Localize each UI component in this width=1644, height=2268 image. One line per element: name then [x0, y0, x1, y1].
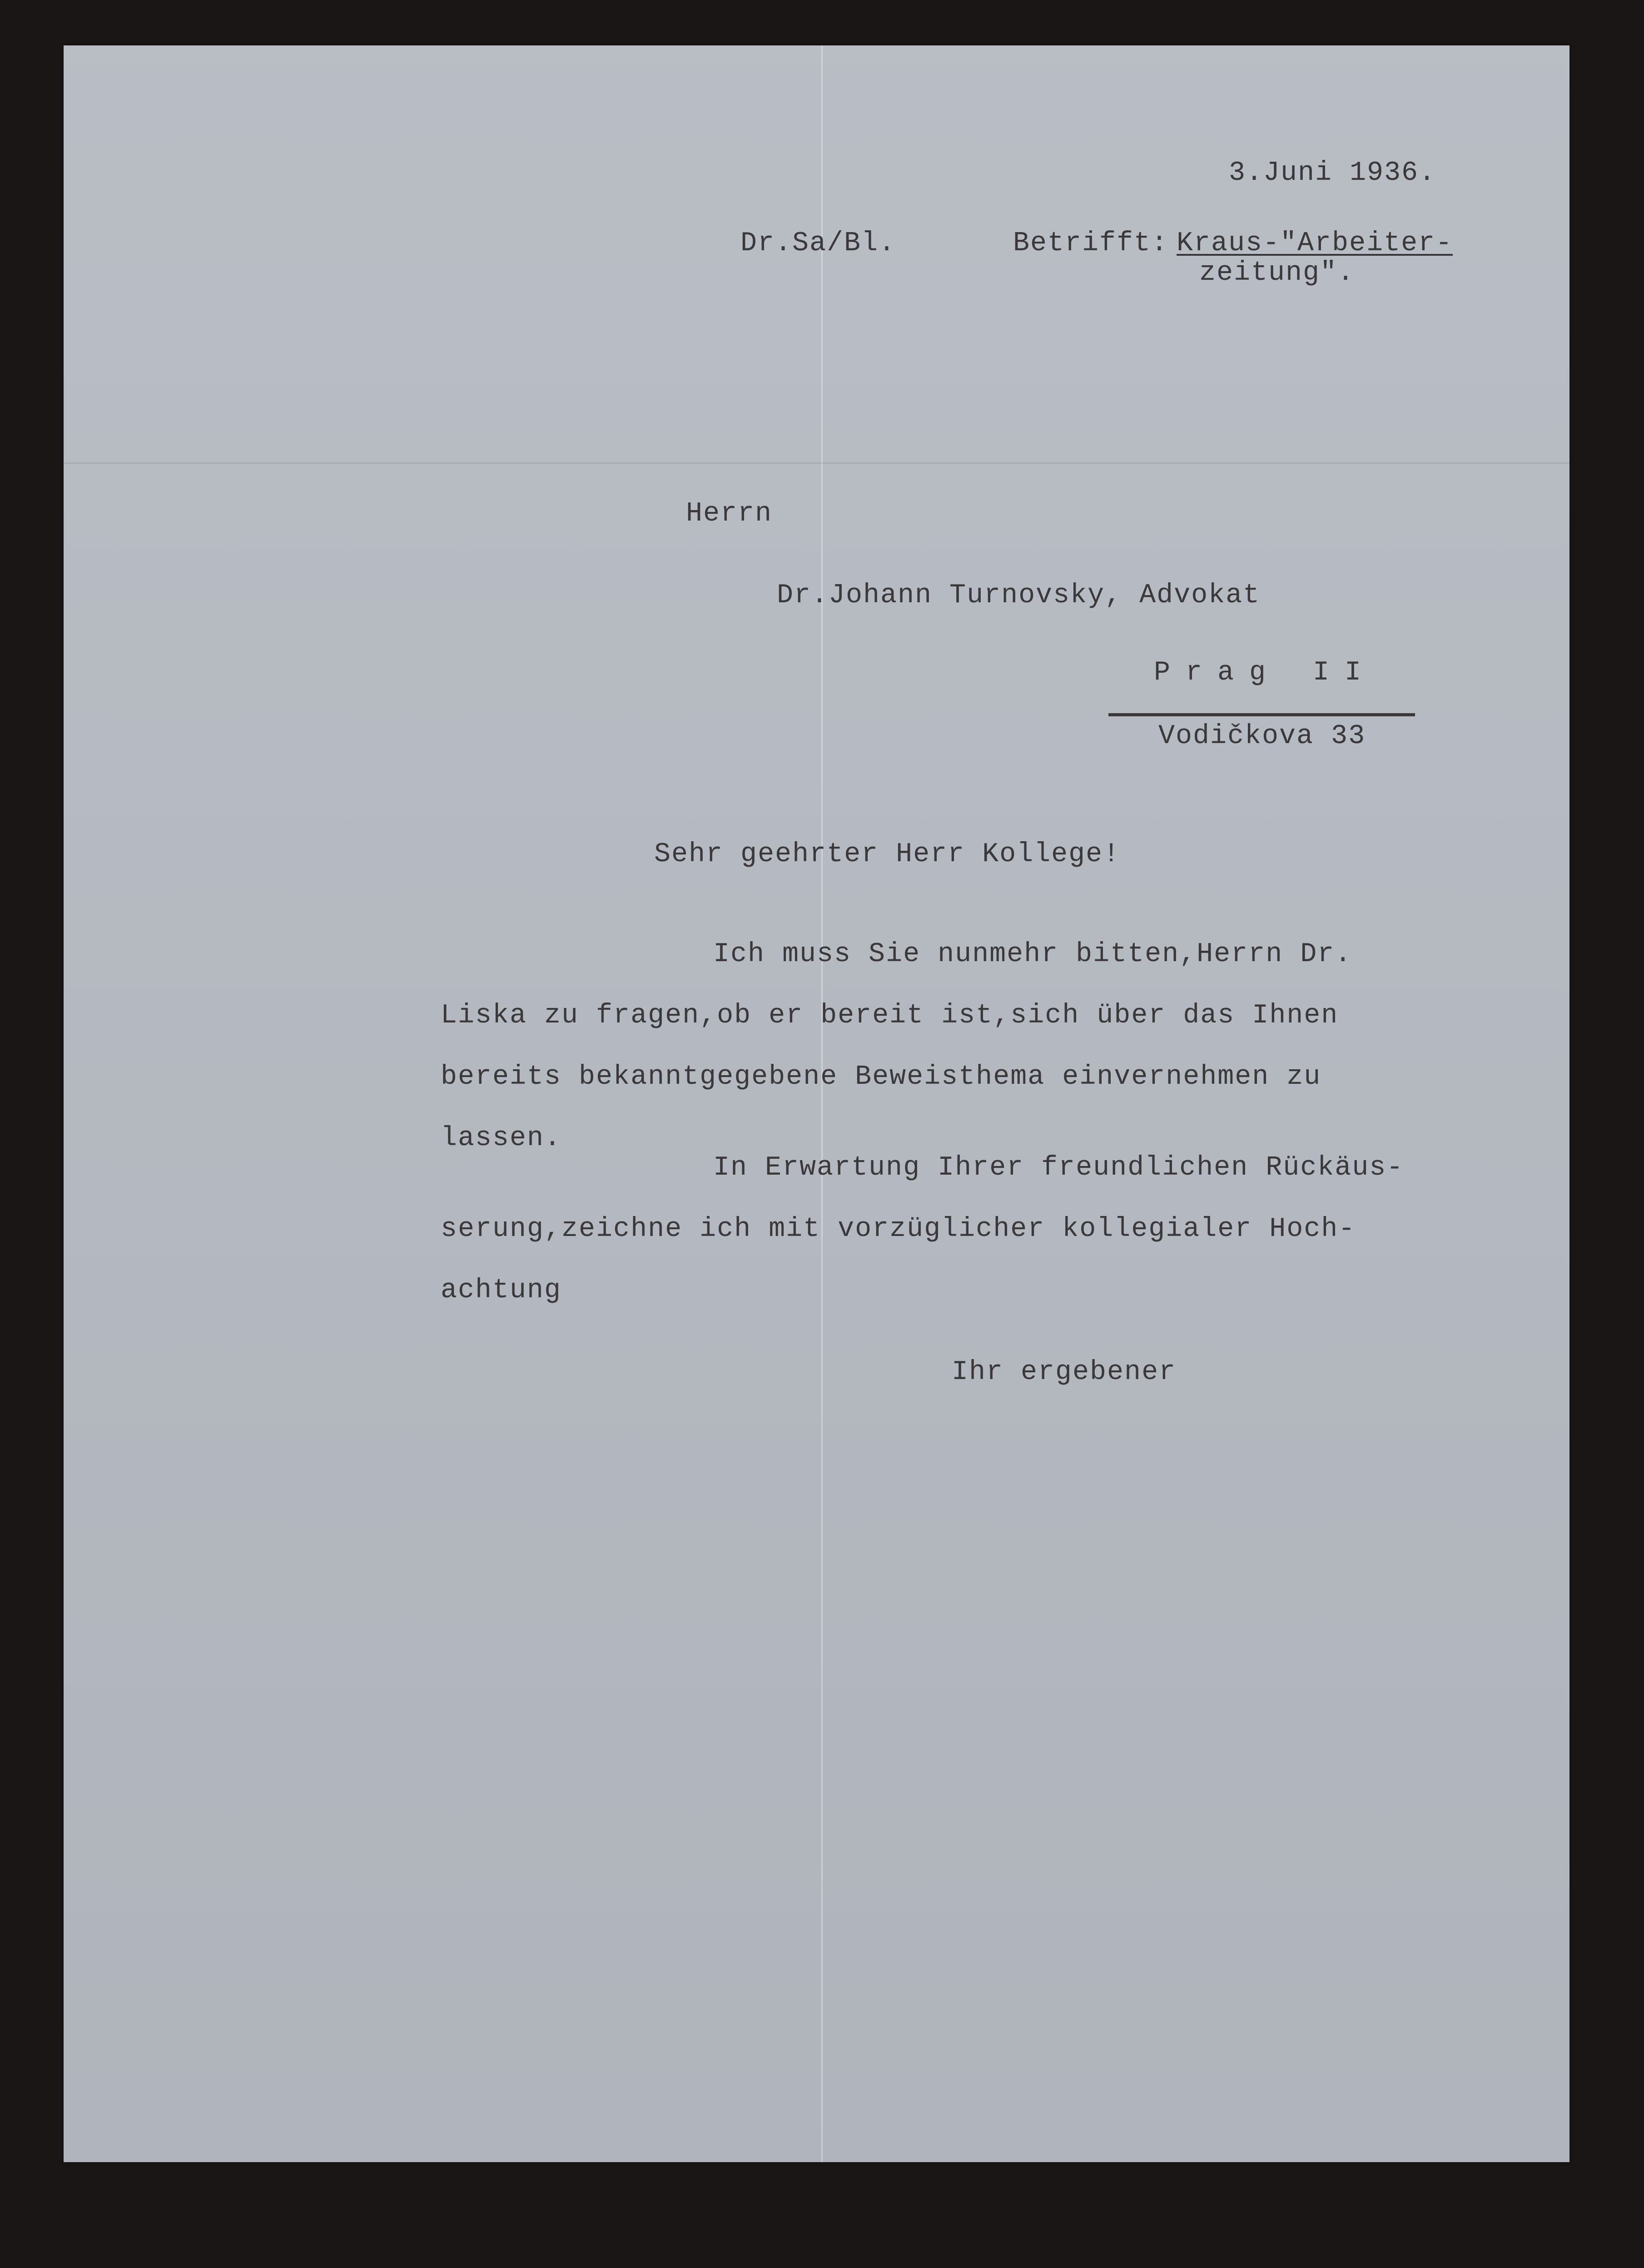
recipient-street: Vodičkova 33 — [1158, 721, 1366, 752]
address-rule — [1108, 713, 1415, 716]
greeting: Sehr geehrter Herr Kollege! — [654, 839, 1121, 870]
paper-fold-horizontal — [64, 462, 1569, 464]
body-line-4: lassen. — [441, 1123, 562, 1154]
body-line-7: achtung — [441, 1275, 562, 1306]
body-line-5: In Erwartung Ihrer freundlichen Rückäus- — [713, 1152, 1404, 1183]
subject-label: Betrifft: — [1013, 228, 1169, 259]
body-line-2: Liska zu fragen,ob er bereit ist,sich über das Ihnen — [441, 1000, 1339, 1031]
paper-fold-vertical — [821, 45, 823, 2162]
body-line-6: serung,zeichne ich mit vorzüglicher kollegialer Hoch- — [441, 1214, 1356, 1245]
recipient-name: Dr.Johann Turnovsky, Advokat — [777, 580, 1261, 611]
letter-date: 3.Juni 1936. — [1229, 158, 1436, 189]
closing: Ihr ergebener — [952, 1357, 1177, 1388]
letter-sheet — [64, 45, 1569, 2162]
recipient-city: Prag II — [1154, 657, 1377, 688]
body-line-1: Ich muss Sie nunmehr bitten,Herrn Dr. — [713, 939, 1352, 970]
reference-code: Dr.Sa/Bl. — [740, 228, 896, 259]
salutation-to: Herrn — [686, 498, 773, 529]
body-line-3: bereits bekanntgegebene Beweisthema einvernehmen zu — [441, 1062, 1321, 1092]
subject-line-2: zeitung". — [1199, 258, 1355, 288]
subject-line-1: Kraus-"Arbeiter- — [1177, 228, 1453, 259]
